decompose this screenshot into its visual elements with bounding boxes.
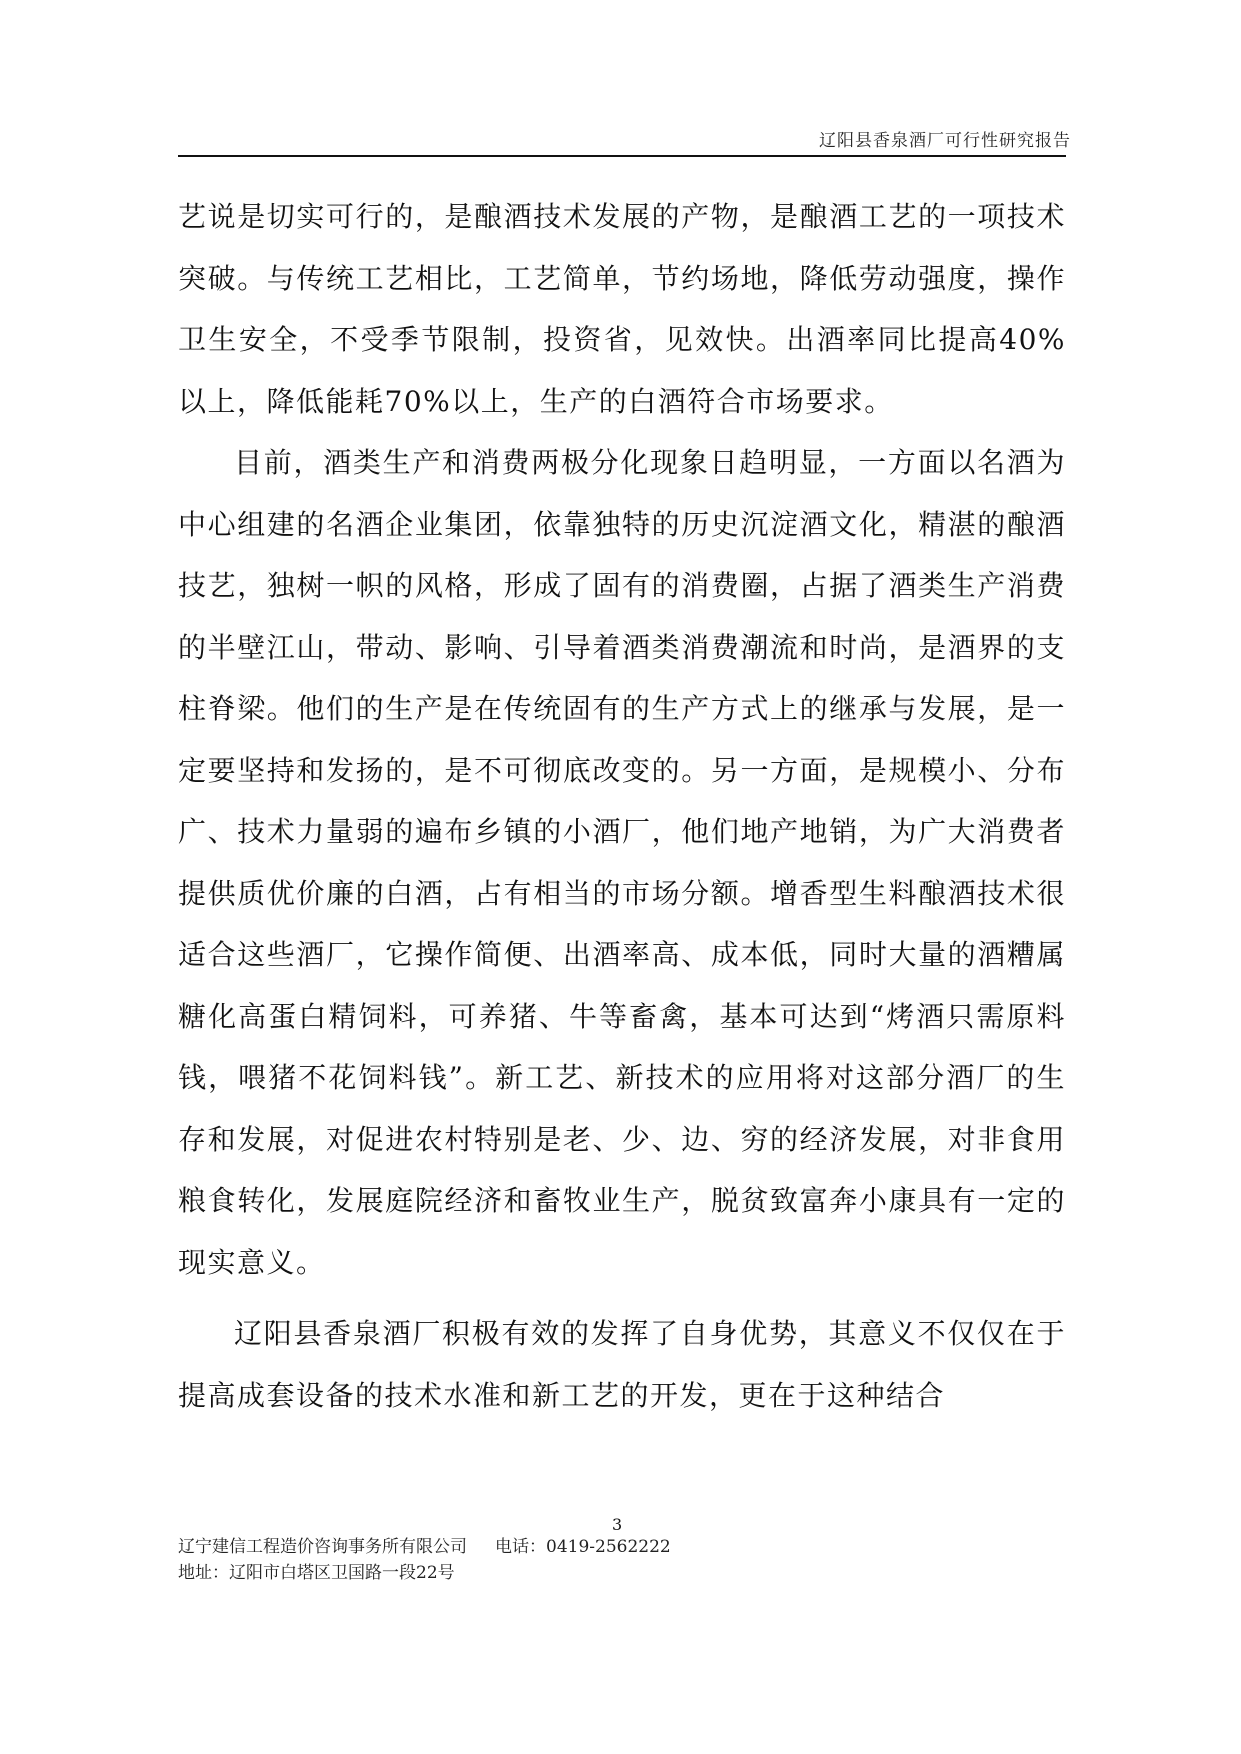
footer-company: 辽宁建信工程造价咨询事务所有限公司 (178, 1537, 467, 1557)
page-number: 3 (612, 1515, 623, 1534)
paragraph-market-analysis: 目前，酒类生产和消费两极分化现象日趋明显，一方面以名酒为中心组建的名酒企业集团，依靠独特的历史沉淀酒文化，精湛的酿酒技艺，独树一帜的风格，形成了固有的消费圈，占据了酒类生产消费的半壁江山，带动、影响、引导着酒类消费潮流和时尚，是酒界的支柱脊梁。他们的生产是在传统固有的生产方式上的继承与发展，是一定要坚持和发扬的，是不可彻底改变的。另一方面，是规模小、分布广、技术力量弱的遍布乡镇的小酒厂，他们地产地销，为广大消费者提供质优价廉的白酒，占有相当的市场分额。增香型生料酿酒技术很适合这些酒厂，它操作简便、出酒率高、成本低，同时大量的酒糟属糖化高蛋白精饲料，可养猪、牛等畜禽，基本可达到“烤酒只需原料钱，喂猪不花饲料钱”。新工艺、新技术的应用将对这部分酒厂的生存和发展，对促进农村特别是老、少、边、穷的经济发展，对非食用粮食转化，发展庭院经济和畜牧业生产，脱贫致富奔小康具有一定的现实意义。 (178, 446, 1066, 1279)
footer (178, 1534, 671, 1586)
document-body (178, 186, 1066, 1426)
paragraph-continued: 艺说是切实可行的，是酿酒技术发展的产物，是酿酒工艺的一项技术突破。与传统工艺相比，工艺简单，节约场地，降低劳动强度，操作卫生安全，不受季节限制，投资省，见效快。出酒率同比提高40%以上，降低能耗70%以上，生产的白酒符合市场要求。 (178, 200, 1066, 418)
footer-phone: 电话：0419-2562222 (495, 1537, 671, 1557)
header-divider (178, 155, 1066, 157)
header-title: 辽阳县香泉酒厂可行性研究报告 (819, 131, 1071, 151)
footer-address: 地址：辽阳市白塔区卫国路一段22号 (178, 1563, 455, 1583)
paragraph-advantages: 辽阳县香泉酒厂积极有效的发挥了自身优势，其意义不仅仅在于提高成套设备的技术水准和新工艺的开发，更在于这种结合 (178, 1317, 1066, 1412)
footer-company-line (178, 1534, 671, 1560)
